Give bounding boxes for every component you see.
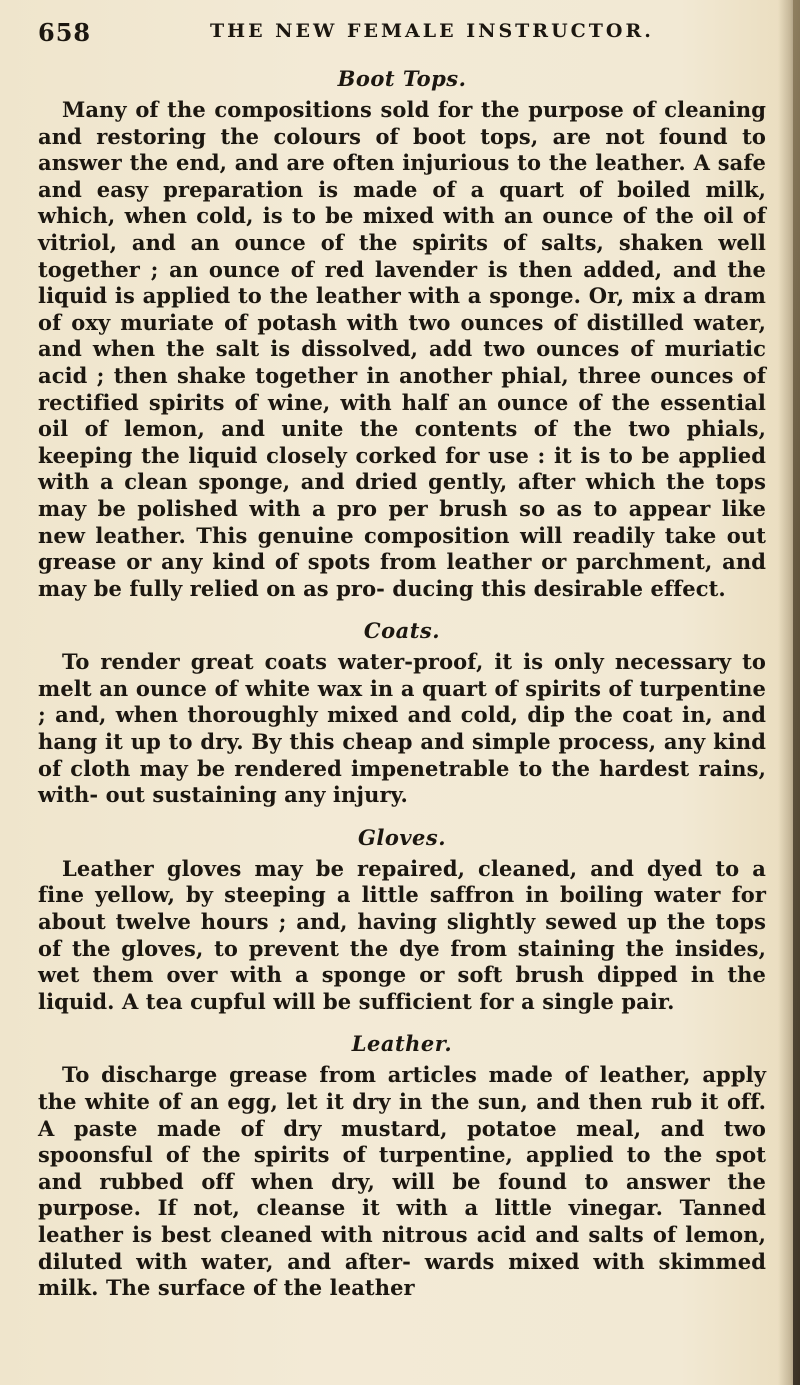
section-paragraph: Leather gloves may be repaired, cleaned, and dyed to a fine yellow, by steeping a little saffron in boiling water for about twelve hours ; and, having slightly sewed up the tops of the gloves, to prevent the dye from staining the insides, wet them over with a sponge or soft brush dipped in the liquid. A tea cupful will be sufficient for a single pair.: [38, 855, 766, 1014]
section-heading: Gloves.: [357, 824, 447, 850]
section-paragraph: Many of the compositions sold for the purpose of cleaning and restoring the colours of boot tops, are not found to answer the end, and are often injurious to the leather. A safe and easy preparation is made of a quart of boiled milk, which, when cold, is to be mixed with an ounce of the oil of vitriol, and an ounce of the spirits of salts, shaken well together ; an ounce of red lavender is then added, and the liquid is applied to the leather with a sponge. Or, mix a dram of oxy muriate of potash with two ounces of distilled water, and when the salt is dissolved, add two ounces of muriatic acid ; then shake together in another phial, three ounces of rectified spirits of wine, with half an ounce of the essential oil of lemon, and unite the contents of the two phials, keeping the liquid closely corked for use : it is to be applied with a clean sponge, and dried gently, after which the tops may be polished with a pro per brush so as to appear like new leather. This genuine composition will readily take out grease or any kind of spots from leather or parchment, and may be fully relied on as pro- ducing this desirable effect.: [38, 97, 766, 601]
section-leather: [38, 1031, 766, 1301]
section-heading: Coats.: [363, 618, 441, 644]
section-heading: Boot Tops.: [337, 66, 467, 91]
section-boot-tops: [38, 66, 766, 602]
section-heading: Leather.: [351, 1031, 453, 1057]
page-number: 658: [38, 18, 92, 47]
page-content: [38, 18, 766, 1302]
binding-edge: [793, 0, 800, 1385]
section-gloves: [38, 825, 766, 1016]
section-coats: [38, 618, 766, 809]
section-paragraph: To discharge grease from articles made of leather, apply the white of an egg, let it dry in the sun, and then rub it off. A paste made of dry mustard, potatoe meal, and two spoonsful of the spirits of turpentine, applied to the spot and rubbed off when dry, will be found to answer the purpose. If not, cleanse it with a little vinegar. Tanned leather is best cleaned with nitrous acid and salts of lemon, diluted with water, and after- wards mixed with skimmed milk. The surface of the leather: [38, 1062, 766, 1301]
running-title: THE NEW FEMALE INSTRUCTOR.: [210, 20, 654, 42]
section-paragraph: To render great coats water-proof, it is only necessary to melt an ounce of white wax in a quart of spirits of turpentine ; and, when thoroughly mixed and cold, dip the coat in, and hang it up to dry. By this cheap and simple process, any kind of cloth may be rendered impenetrable to the hardest rains, with- out sustaining any injury.: [38, 649, 766, 808]
running-head: [38, 18, 766, 52]
